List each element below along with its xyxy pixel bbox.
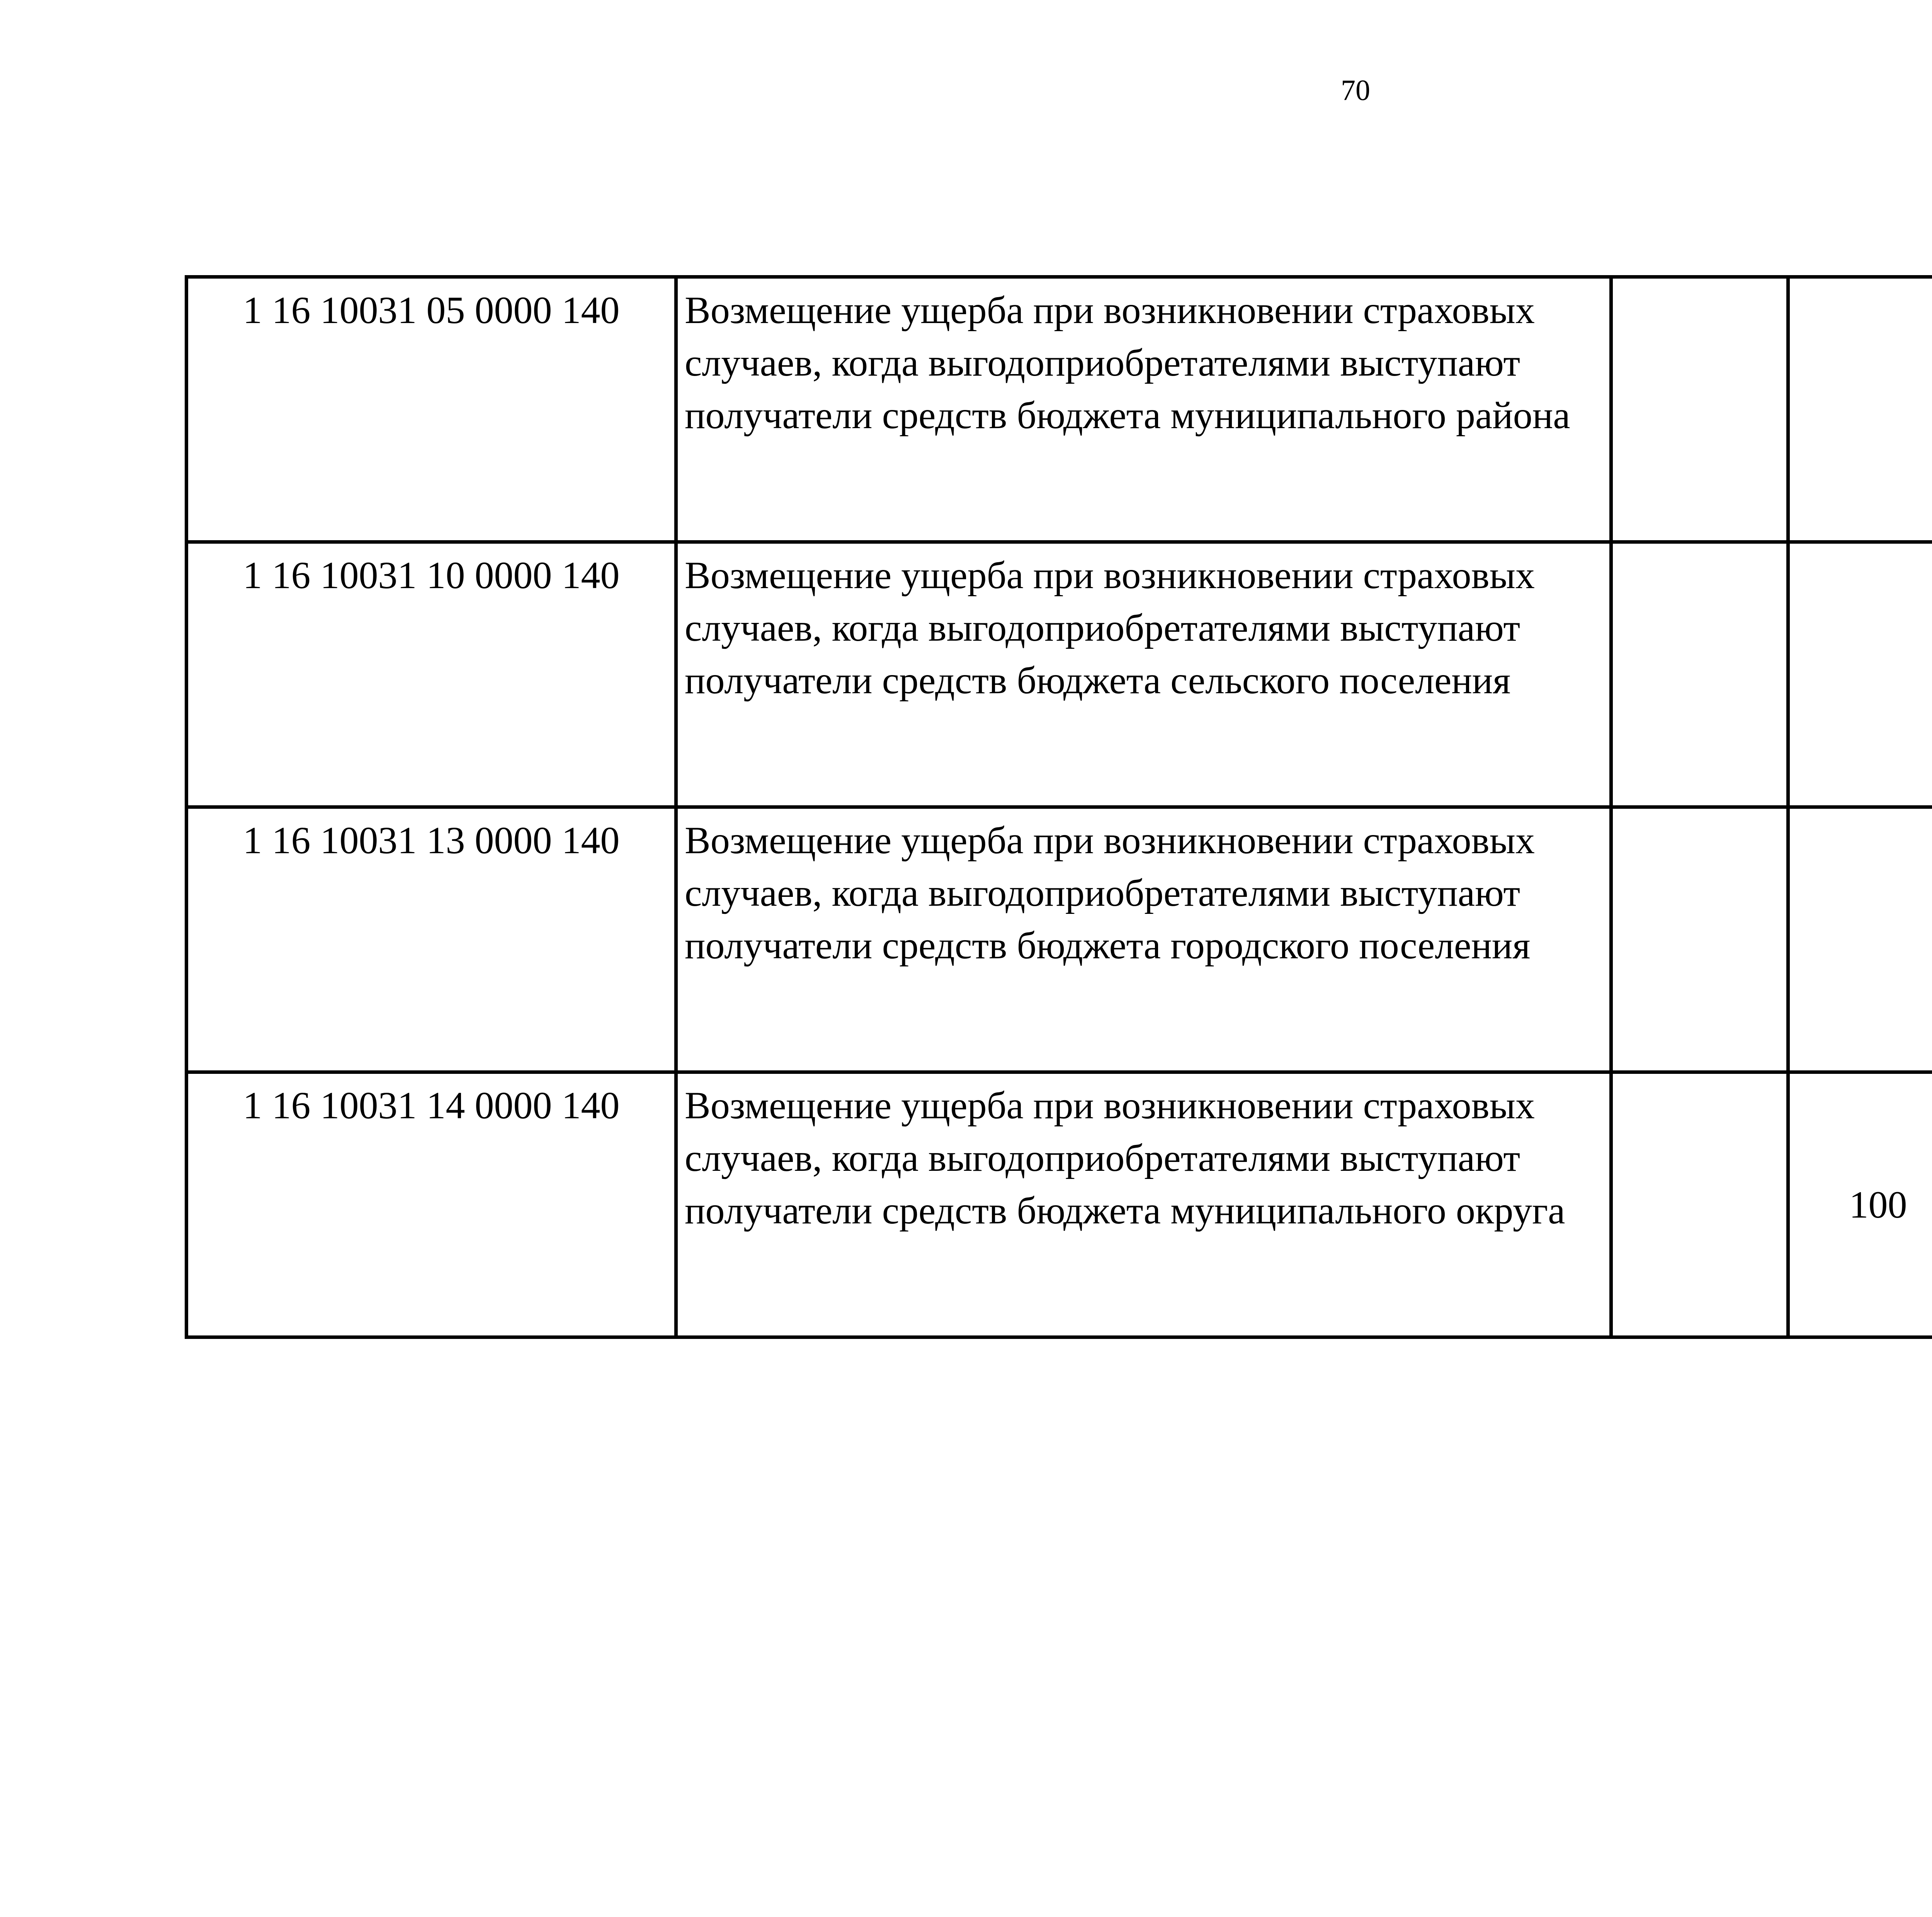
value-cell [1611,1072,1788,1337]
revenue-name-cell: Возмещение ущерба при возникновении страховых случаев, когда выгодоприобретателями выступают получатели средств бюджета муниципального района [676,277,1611,542]
value-cell [1788,542,1932,807]
page-number: 70 [1341,74,1370,107]
budget-code-cell: 1 16 10031 05 0000 140 [187,277,676,542]
revenue-name-cell: Возмещение ущерба при возникновении страховых случаев, когда выгодоприобретателями выступают получатели средств бюджета муниципального округа [676,1072,1611,1337]
table-row [187,807,1932,1072]
budget-code-cell: 1 16 10031 14 0000 140 [187,1072,676,1337]
revenue-distribution-table [185,275,1932,1339]
value-cell: 100 [1788,1072,1932,1337]
value-cell [1611,807,1788,1072]
table-row [187,1072,1932,1337]
table-row [187,542,1932,807]
value-cell [1611,277,1788,542]
value-cell [1788,277,1932,542]
value-cell [1611,542,1788,807]
value-cell [1788,807,1932,1072]
budget-code-cell: 1 16 10031 13 0000 140 [187,807,676,1072]
budget-code-cell: 1 16 10031 10 0000 140 [187,542,676,807]
table-row [187,277,1932,542]
revenue-name-cell: Возмещение ущерба при возникновении страховых случаев, когда выгодоприобретателями выступают получатели средств бюджета городского поселения [676,807,1611,1072]
revenue-name-cell: Возмещение ущерба при возникновении страховых случаев, когда выгодоприобретателями выступают получатели средств бюджета сельского поселения [676,542,1611,807]
